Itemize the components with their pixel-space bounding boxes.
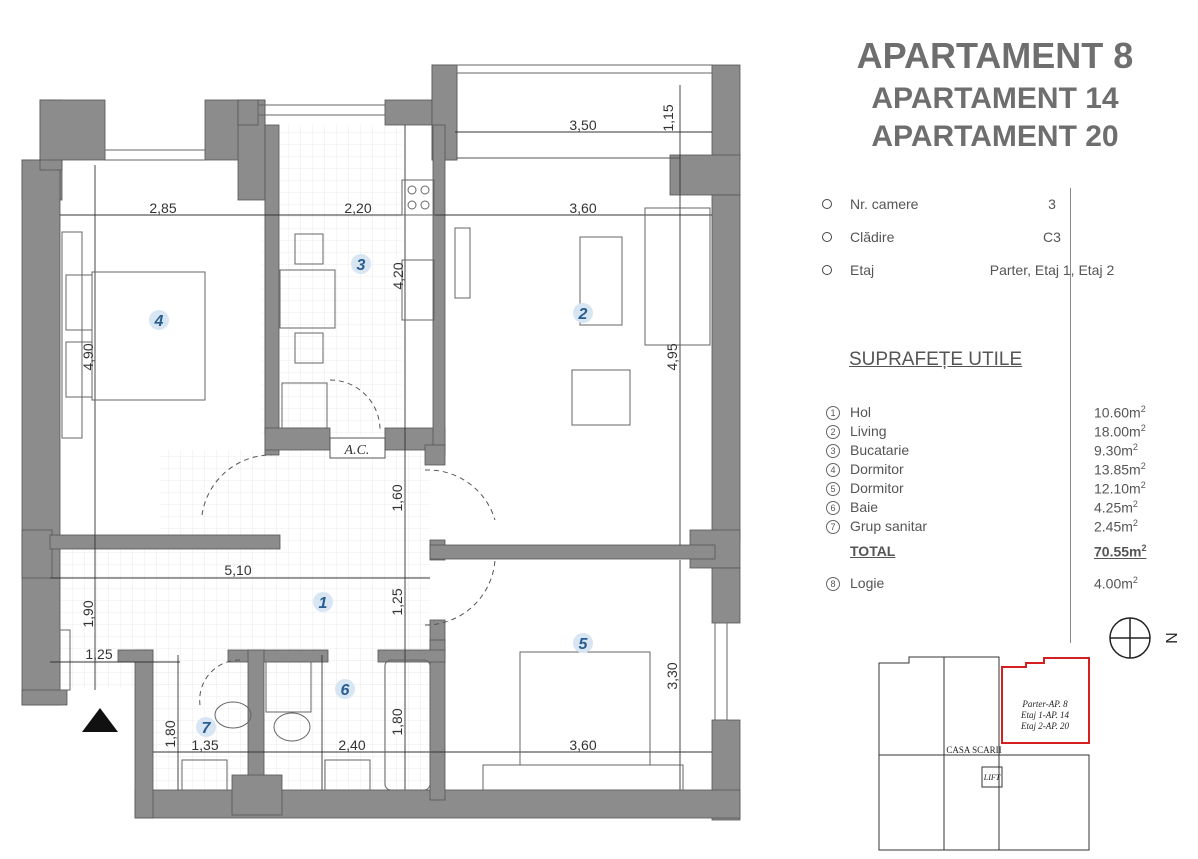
north-label: N [1162, 632, 1179, 644]
stove-icon [402, 180, 434, 215]
title-apartment-14: APARTAMENT 14 [871, 82, 1119, 115]
area-row-bucatarie [826, 442, 1156, 460]
room-number: 7 [201, 720, 211, 737]
bed-icon [92, 272, 205, 400]
dimension-label: 2,40 [338, 737, 366, 753]
keyplan-apt-line: Etaj 2-AP. 20 [1020, 721, 1070, 731]
bullet-icon [822, 199, 832, 209]
area-number: 6 [826, 501, 840, 515]
area-row-logie [826, 575, 1156, 593]
area-label: Baie [850, 499, 879, 515]
dimension-label: 1,80 [162, 720, 178, 748]
area-number: 2 [826, 425, 840, 439]
area-number: 5 [826, 482, 840, 496]
dimension-label: 3,60 [569, 737, 597, 753]
dimension-label: 4,90 [80, 343, 96, 371]
area-value: $18.00m^2$ [1094, 423, 1146, 440]
area-label: Living [850, 423, 887, 439]
area-label: Grup sanitar [850, 518, 928, 534]
dimension-label: 4,20 [390, 262, 406, 290]
total-label: TOTAL [850, 543, 896, 559]
lift-label: LIFT [983, 773, 1001, 782]
key-plan [874, 655, 1104, 855]
total-value: $70.55m^2$ [1094, 543, 1147, 560]
ac-label: A.C. [344, 443, 370, 458]
info-row-floor [822, 262, 1122, 282]
dimension-label: 1,25 [389, 588, 405, 616]
area-number: 1 [826, 406, 840, 420]
surfaces-title: SUPRAFEȚE UTILE [849, 349, 1023, 370]
info-label: Nr. camere [850, 196, 919, 212]
dimension-label: 1,35 [191, 737, 219, 753]
info-label: Etaj [850, 262, 875, 278]
info-value: Parter, Etaj 1, Etaj 2 [989, 262, 1115, 278]
info-row-building [822, 229, 1122, 249]
area-label: Dormitor [850, 480, 904, 496]
area-label: Hol [850, 404, 872, 420]
area-value: $9.30m^2$ [1094, 442, 1138, 459]
room-number: 5 [578, 636, 588, 653]
dimension-label: 1,25 [85, 646, 113, 662]
area-row-dormitor-4 [826, 461, 1156, 479]
info-row-rooms [822, 196, 1122, 216]
info-label: Clădire [850, 229, 895, 245]
area-value: $10.60m^2$ [1094, 404, 1146, 421]
area-row-living [826, 423, 1156, 441]
area-row-hol [826, 404, 1156, 422]
dimension-label: 4,95 [664, 343, 680, 371]
area-number: 3 [826, 444, 840, 458]
room-number: 4 [154, 313, 164, 330]
title-apartment-8: APARTAMENT 8 [856, 35, 1134, 76]
room-number: 2 [578, 306, 588, 323]
keyplan-apt-line: Etaj 1-AP. 14 [1020, 710, 1070, 720]
dimension-label: 1,80 [389, 708, 405, 736]
area-value: $13.85m^2$ [1094, 461, 1146, 478]
info-value: C3 [1043, 229, 1061, 245]
area-row-total [826, 543, 1156, 561]
bullet-icon [822, 232, 832, 242]
area-value: $2.45m^2$ [1094, 518, 1138, 535]
compass-icon [1108, 614, 1188, 664]
dimension-label: 1,90 [80, 600, 96, 628]
area-label: Dormitor [850, 461, 904, 477]
area-value: $4.00m^2$ [1094, 575, 1138, 592]
area-number: 4 [826, 463, 840, 477]
keyplan-apt-line: Parter-AP. 8 [1022, 699, 1068, 709]
dimension-label: 1,15 [660, 104, 676, 132]
title-apartment-20: APARTAMENT 20 [871, 120, 1119, 153]
room-number: 6 [340, 682, 350, 699]
room-number: 1 [318, 595, 328, 612]
dimension-label: 5,10 [224, 562, 252, 578]
area-number: 8 [826, 577, 840, 591]
dimension-label: 2,85 [149, 200, 177, 216]
stair-label: CASA SCARII [946, 745, 1002, 755]
area-row-dormitor-5 [826, 480, 1156, 498]
area-value: $4.25m^2$ [1094, 499, 1138, 516]
area-label: Logie [850, 575, 885, 591]
dimension-label: 2,20 [344, 200, 372, 216]
entrance-arrow-icon [82, 708, 118, 732]
area-row-baie [826, 499, 1156, 517]
area-row-grup-sanitar [826, 518, 1156, 536]
dimension-label: 3,60 [569, 200, 597, 216]
dimension-label: 3,50 [569, 117, 597, 133]
dimension-label: 1,60 [389, 484, 405, 512]
info-value: 3 [1048, 196, 1056, 212]
area-label: Bucatarie [850, 442, 910, 458]
sink-icon [402, 260, 434, 320]
sofa-icon [645, 208, 710, 345]
bullet-icon [822, 265, 832, 275]
area-value: $12.10m^2$ [1094, 480, 1146, 497]
dimension-label: 3,30 [664, 662, 680, 690]
room-number: 3 [356, 257, 366, 274]
area-number: 7 [826, 520, 840, 534]
